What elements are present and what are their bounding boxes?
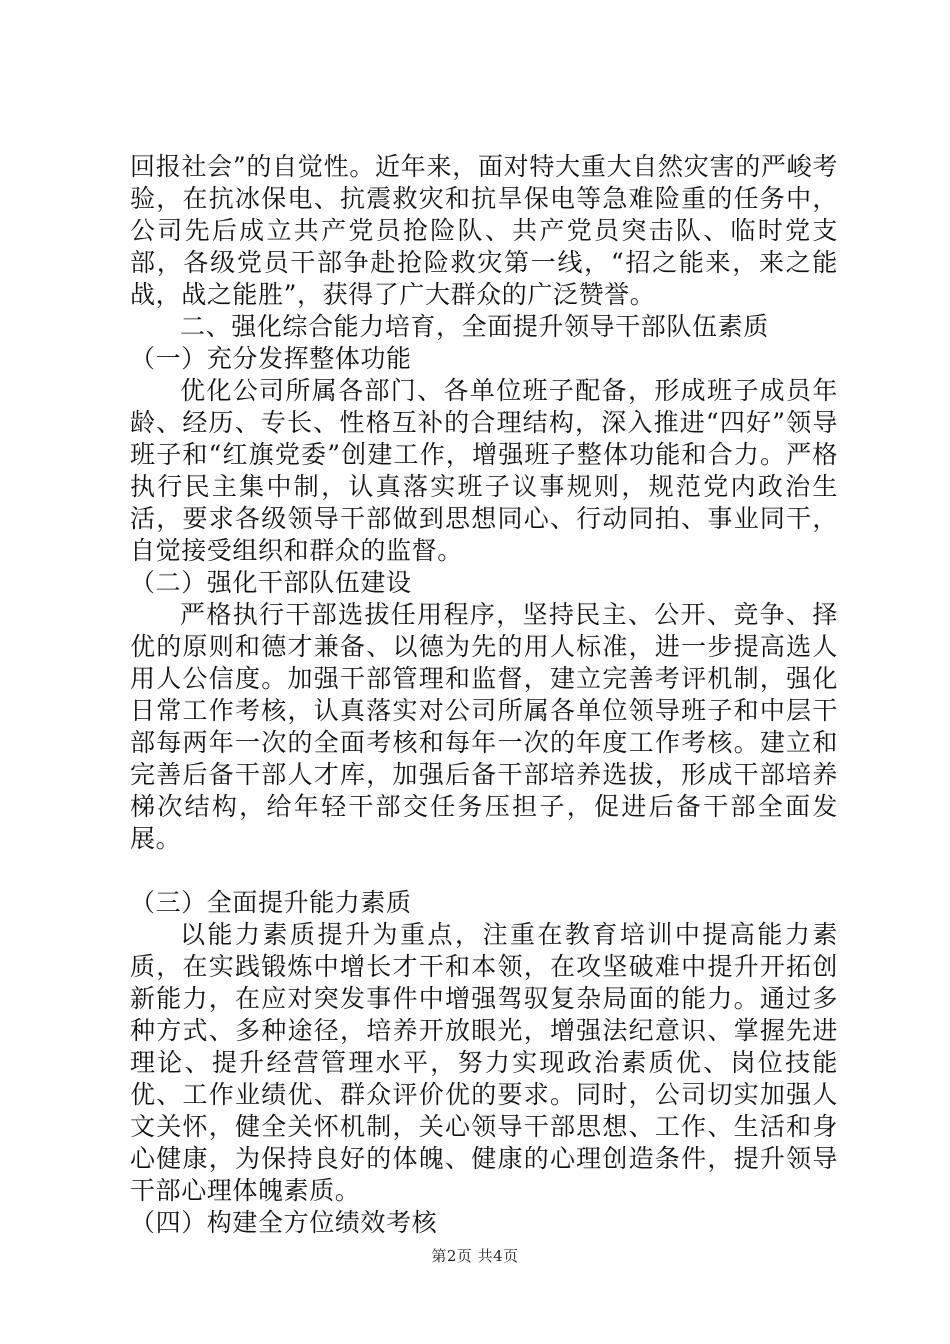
section-heading: 二、强化综合能力培育，全面提升领导干部队伍素质 bbox=[180, 312, 769, 341]
body-paragraph: 严格执行干部选拔任用程序，坚持民主、公开、竞争、择优的原则和德才兼备、以德为先的用人标准，进一步提高选人用人公信度。加强干部管理和监督，建立完善考评机制，强化日常工作考核，认真落实对公司所属各单位领导班子和中层干部每两年一次的全面考核和每年一次的年度工作考核。建立和完善后备干部人才库，加强后备干部培养选拔，形成干部培养梯次结构，给年轻干部交任务压担子，促进后备干部全面发展。 bbox=[130, 600, 838, 853]
subsection-heading: （三）全面提升能力素质 bbox=[130, 888, 412, 917]
body-paragraph: 优化公司所属各部门、各单位班子配备，形成班子成员年龄、经历、专长、性格互补的合理结构，深入推进“四好”领导班子和“红旗党委”创建工作，增强班子整体功能和合力。严格执行民主集中制，认真落实班子议事规则，规范党内政治生活，要求各级领导干部做到思想同心、行动同拍、事业同干，自觉接受组织和群众的监督。 bbox=[130, 376, 838, 565]
subsection-heading: （二）强化干部队伍建设 bbox=[130, 568, 412, 597]
document-body bbox=[130, 151, 838, 1239]
subsection-heading: （一）充分发挥整体功能 bbox=[130, 344, 412, 373]
page-number-footer: 第2页 共4页 bbox=[431, 1247, 519, 1265]
paragraph-spacer bbox=[130, 855, 838, 887]
paragraph-continued: 回报社会”的自觉性。近年来，面对特大重大自然灾害的严峻考验，在抗冰保电、抗震救灾和抗旱保电等急难险重的任务中，公司先后成立共产党员抢险队、共产党员突击队、临时党支部，各级党员干部争赴抢险救灾第一线，“招之能来，来之能战，战之能胜”，获得了广大群众的广泛赞誉。 bbox=[130, 152, 838, 309]
subsection-heading: （四）构建全方位绩效考核 bbox=[130, 1208, 438, 1237]
body-paragraph: 以能力素质提升为重点，注重在教育培训中提高能力素质，在实践锻炼中增长才干和本领，在攻坚破难中提升开拓创新能力，在应对突发事件中增强驾驭复杂局面的能力。通过多种方式、多种途径，培养开放眼光，增强法纪意识、掌握先进理论、提升经营管理水平，努力实现政治素质优、岗位技能优、工作业绩优、群众评价优的要求。同时，公司切实加强人文关怀，健全关怀机制，关心领导干部思想、工作、生活和身心健康，为保持良好的体魄、健康的心理创造条件，提升领导干部心理体魄素质。 bbox=[130, 920, 838, 1205]
